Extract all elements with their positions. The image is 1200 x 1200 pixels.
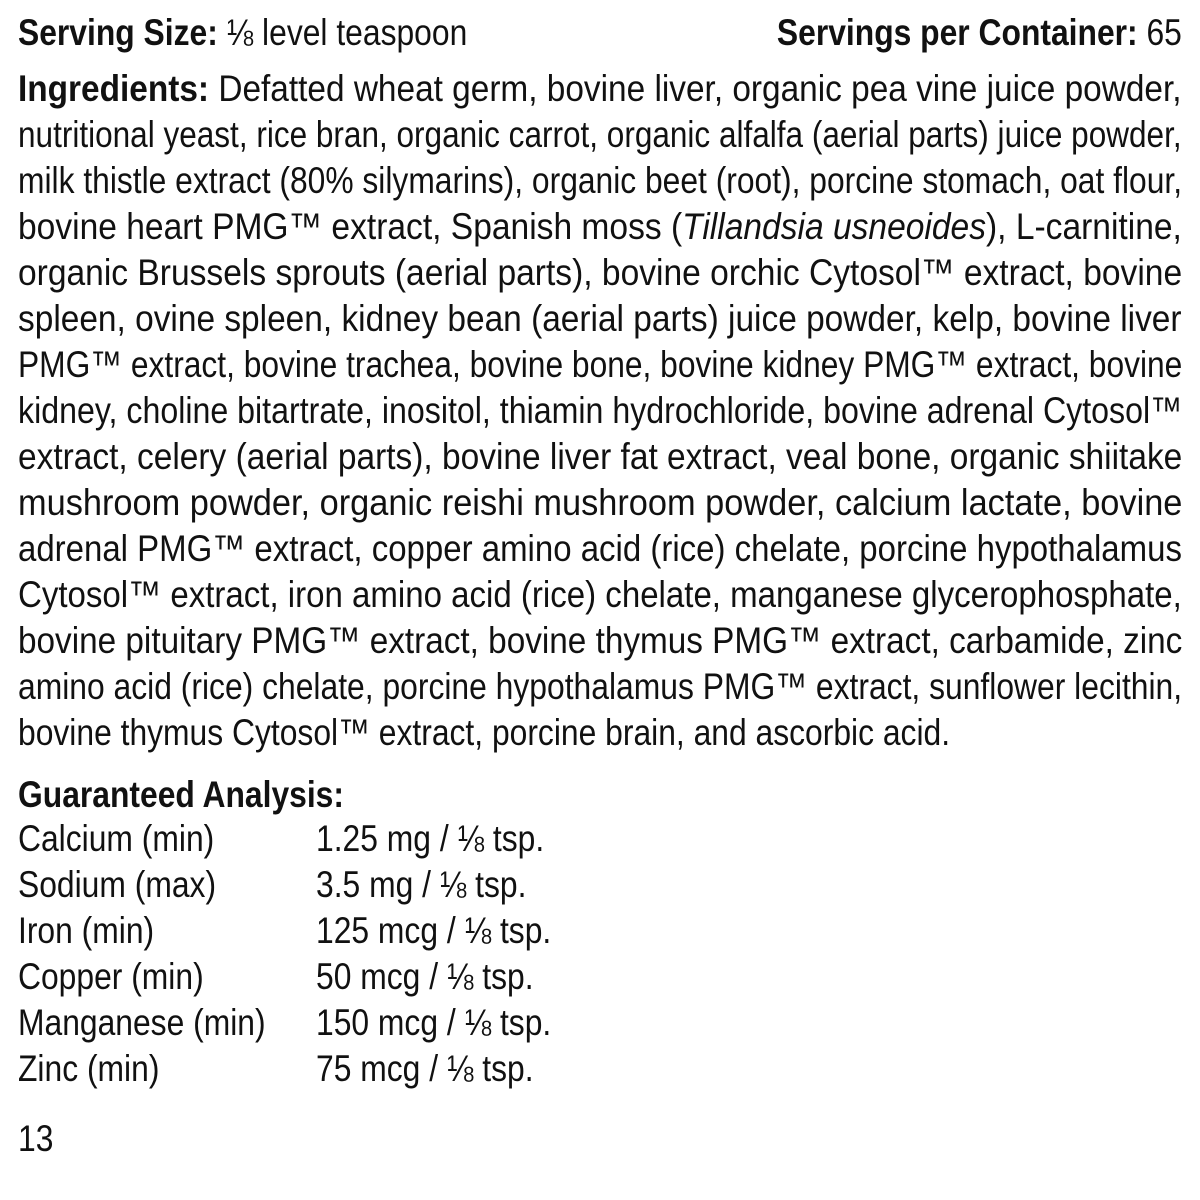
ingredients-line [18,204,1182,250]
ingredients-line: adrenal PMG™ extract, copper amino acid (rice) chelate, porcine hypothalamus [18,528,1182,569]
analysis-row [18,908,718,954]
analysis-nutrient: Copper (min) [18,956,204,997]
servings-per-container-value: 65 [1146,12,1182,53]
serving-info-row [18,8,1182,58]
analysis-row [18,1000,718,1046]
serving-size [18,8,467,58]
ingredients-label: Ingredients: [18,68,210,109]
servings-per-container [777,8,1182,58]
ingredients-text: bovine heart PMG™ extract, Spanish moss ( [18,206,683,247]
serving-size-label: Serving Size: [18,12,218,53]
ingredients-line: PMG™ extract, bovine trachea, bovine bone, bovine kidney PMG™ extract, bovine [18,344,1183,385]
ingredients-line: mushroom powder, organic reishi mushroom powder, calcium lactate, bovine [18,482,1183,523]
analysis-nutrient: Iron (min) [18,910,155,951]
ingredients-line: kidney, choline bitartrate, inositol, thiamin hydrochloride, bovine adrenal Cytosol™ [18,390,1183,431]
servings-per-container-label: Servings per Container: [777,12,1138,53]
guaranteed-analysis-heading: Guaranteed Analysis: [18,774,344,815]
ingredients-line: nutritional yeast, rice bran, organic carrot, organic alfalfa (aerial parts) juice powder, [18,114,1182,155]
analysis-amount: 150 mcg / ⅛ tsp. [316,1002,552,1043]
ingredients-species-name: Tillandsia usneoides [682,206,986,247]
analysis-row [18,862,718,908]
analysis-row [18,816,718,862]
ingredients-line [18,66,1182,112]
supplement-label-page [18,0,1182,1200]
analysis-amount: 50 mcg / ⅛ tsp. [316,956,534,997]
ingredients-line: organic Brussels sprouts (aerial parts), bovine orchic Cytosol™ extract, bovine [18,252,1183,293]
ingredients-line: Cytosol™ extract, iron amino acid (rice) chelate, manganese glycerophosphate, [18,574,1182,615]
analysis-row [18,1046,718,1092]
analysis-row [18,954,718,1000]
guaranteed-analysis-table [18,816,718,1092]
analysis-nutrient: Manganese (min) [18,1002,266,1043]
ingredients-text: Defatted wheat germ, bovine liver, organic pea vine juice powder, [218,68,1182,109]
ingredients-line: milk thistle extract (80% silymarins), organic beet (root), porcine stomach, oat flour, [18,160,1183,201]
page-number: 13 [18,1118,54,1159]
ingredients-line: spleen, ovine spleen, kidney bean (aerial parts) juice powder, kelp, bovine liver [18,298,1182,339]
analysis-amount: 75 mcg / ⅛ tsp. [316,1048,534,1089]
ingredients-text: ), L-carnitine, [985,206,1182,247]
analysis-nutrient: Sodium (max) [18,864,217,905]
ingredients-line: bovine pituitary PMG™ extract, bovine thymus PMG™ extract, carbamide, zinc [18,620,1183,661]
analysis-amount: 1.25 mg / ⅛ tsp. [316,818,545,859]
ingredients-line: extract, celery (aerial parts), bovine liver fat extract, veal bone, organic shiitake [18,436,1183,477]
ingredients-paragraph [18,66,1182,766]
serving-size-value: ⅛ level teaspoon [226,12,468,53]
analysis-nutrient: Zinc (min) [18,1048,160,1089]
ingredients-line: amino acid (rice) chelate, porcine hypothalamus PMG™ extract, sunflower lecithin, [18,666,1183,707]
analysis-amount: 3.5 mg / ⅛ tsp. [316,864,527,905]
ingredients-line: bovine thymus Cytosol™ extract, porcine brain, and ascorbic acid. [18,712,951,753]
analysis-amount: 125 mcg / ⅛ tsp. [316,910,552,951]
analysis-nutrient: Calcium (min) [18,818,215,859]
